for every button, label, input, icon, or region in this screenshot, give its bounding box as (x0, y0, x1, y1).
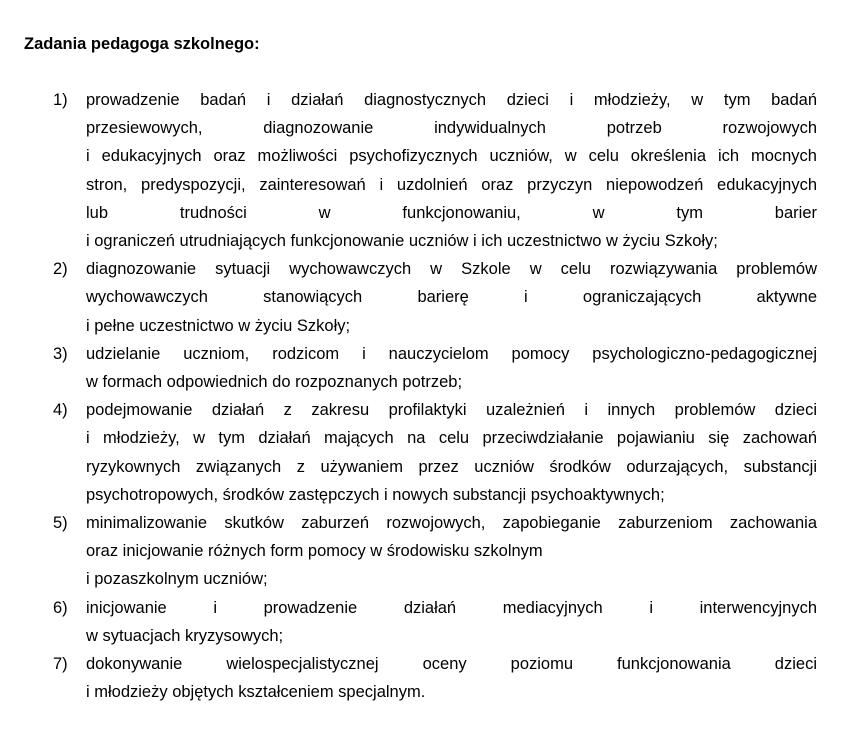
list-item-line: lub trudności w funkcjonowaniu, w tym barier (86, 203, 817, 222)
list-item (53, 255, 817, 340)
list-item-line: dokonywanie wielospecjalistycznej oceny poziomu funkcjonowania dzieci (86, 655, 817, 674)
list-item-line: psychotropowych, środków zastępczych i nowych substancji psychoaktywnych; (86, 485, 665, 504)
list-item (53, 396, 817, 509)
list-item-line: minimalizowanie skutków zaburzeń rozwojowych, zapobieganie zaburzeniom zachowania (86, 514, 817, 533)
page-title: Zadania pedagoga szkolnego: (24, 35, 260, 53)
list-item-line: inicjowanie i prowadzenie działań mediacyjnych i interwencyjnych (86, 598, 817, 617)
list-item-line: wychowawczych stanowiących barierę i ograniczających aktywne (86, 288, 817, 307)
list-item (53, 86, 817, 255)
list-item-number: 1) (53, 91, 68, 109)
list-item-line: i pozaszkolnym uczniów; (86, 570, 268, 589)
list-item-number: 5) (53, 514, 68, 533)
list-item-line: podejmowanie działań z zakresu profilaktyki uzależnień i innych problemów dzieci (86, 401, 817, 420)
list-item-line: diagnozowanie sytuacji wychowawczych w Szkole w celu rozwiązywania problemów (86, 260, 817, 279)
list-item (53, 594, 817, 650)
list-item-line: stron, predyspozycji, zainteresowań i uzdolnień oraz przyczyn niepowodzeń edukacyjnych (86, 175, 817, 194)
task-list (53, 86, 817, 706)
list-item-line: udzielanie uczniom, rodzicom i nauczycielom pomocy psychologiczno-pedagogicznej (86, 344, 817, 363)
list-item-number: 4) (53, 401, 68, 420)
list-item-line: i młodzieży, w tym działań mających na celu przeciwdziałanie pojawianiu się zachowań (86, 429, 817, 448)
list-item-line: w sytuacjach kryzysowych; (86, 626, 284, 645)
list-item-line: przesiewowych, diagnozowanie indywidualnych potrzeb rozwojowych (86, 119, 817, 138)
list-item-line: i pełne uczestnictwo w życiu Szkoły; (86, 316, 351, 335)
list-item (53, 650, 817, 706)
list-item-line: prowadzenie badań i działań diagnostycznych dzieci i młodzieży, w tym badań (86, 91, 817, 109)
list-item-line: ryzykownych związanych z używaniem przez uczniów środków odurzających, substancji (86, 457, 817, 476)
list-item-line: i młodzieży objętych kształceniem specjalnym. (86, 683, 426, 702)
list-item-line: w formach odpowiednich do rozpoznanych potrzeb; (86, 373, 463, 392)
list-item (53, 509, 817, 594)
list-item-number: 7) (53, 655, 68, 674)
list-item-line: i edukacyjnych oraz możliwości psychofizycznych uczniów, w celu określenia ich mocnych (86, 147, 817, 166)
list-item-line: oraz inicjowanie różnych form pomocy w środowisku szkolnym (86, 542, 543, 561)
list-item-line: i ograniczeń utrudniających funkcjonowanie uczniów i ich uczestnictwo w życiu Szkoły; (86, 232, 718, 251)
list-item-number: 3) (53, 344, 68, 363)
list-item-number: 6) (53, 598, 68, 617)
list-item (53, 340, 817, 396)
list-item-number: 2) (53, 260, 68, 279)
